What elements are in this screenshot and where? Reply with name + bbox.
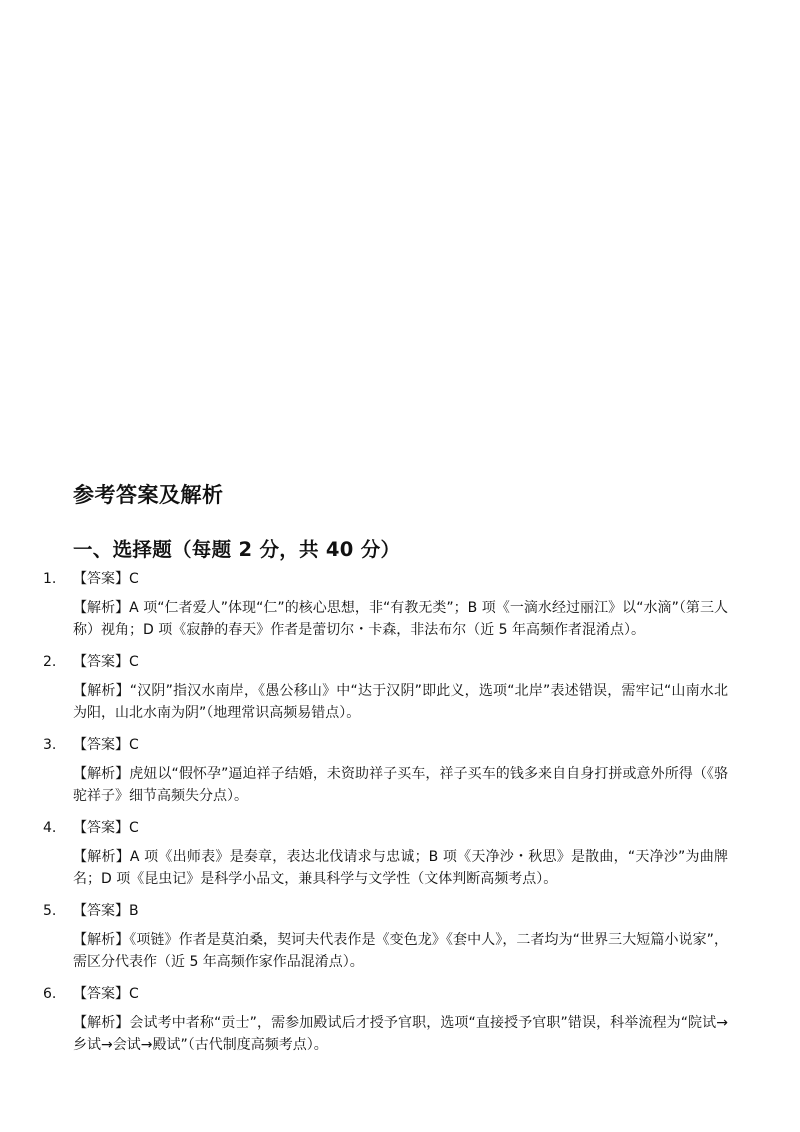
explanation-text: 【解析】虎妞以“假怀孕”逼迫祥子结婚，未资助祥子买车，祥子买车的钱多来自自身打拼或意外所得（《骆驼祥子》细节高频失分点）。 [73,766,728,804]
question-number: 6. [43,986,57,1002]
explanation-text: 【解析】“汉阴”指汉水南岸，《愚公移山》中“达于汉阴”即此义，选项“北岸”表述错误，需牢记“山南水北为阳，山北水南为阴”（地理常识高频易错点）。 [73,683,728,721]
explanation-text: 【解析】《项链》作者是莫泊桑，契诃夫代表作是《变色龙》《套中人》，二者均为“世界三大短篇小说家”，需区分代表作（近 5 年高频作家作品混淆点）。 [73,932,728,970]
question-list [40,568,740,1066]
answer-text: 【答案】B [73,903,139,919]
question-item [40,568,740,641]
question-item [40,983,740,1056]
question-number: 1. [43,571,57,587]
question-item [40,900,740,973]
answer-text: 【答案】C [73,820,139,836]
question-number: 5. [43,903,57,919]
question-number: 2. [43,654,57,670]
explanation-text: 【解析】A 项《出师表》是奏章，表达北伐请求与忠诚；B 项《天净沙・秋思》是散曲，“天净沙”为曲牌名；D 项《昆虫记》是科学小品文，兼具科学与文学性（文体判断高频考点）。 [73,849,728,887]
page-title: 参考答案及解析 [73,483,224,507]
section-heading: 一、选择题（每题 2 分，共 40 分） [73,538,401,561]
answer-text: 【答案】C [73,737,139,753]
explanation-text: 【解析】A 项“仁者爱人”体现“仁”的核心思想，非“有教无类”；B 项《一滴水经过丽江》以“水滴”（第三人称）视角；D 项《寂静的春天》作者是蕾切尔・卡森，非法布尔（近 5 年高频作者混淆点）。 [73,600,728,638]
question-number: 4. [43,820,57,836]
answer-text: 【答案】C [73,654,139,670]
question-number: 3. [43,737,57,753]
question-item [40,817,740,890]
question-item [40,651,740,724]
answer-text: 【答案】C [73,571,139,587]
explanation-text: 【解析】会试考中者称“贡士”，需参加殿试后才授予官职，选项“直接授予官职”错误，科举流程为“院试→乡试→会试→殿试”（古代制度高频考点）。 [73,1015,728,1053]
answer-text: 【答案】C [73,986,139,1002]
question-item [40,734,740,807]
